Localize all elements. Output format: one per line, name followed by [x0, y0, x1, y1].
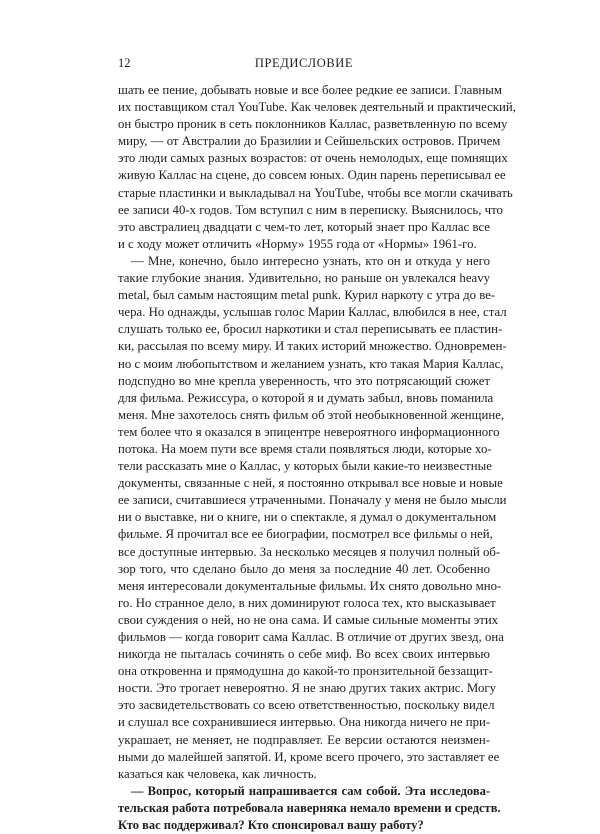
question-line: — Вопрос, который напрашивается сам собой. Эта исследова- — [131, 783, 490, 798]
text-line: ни о выставке, ни о книге, ни о спектакле, я думал о документальном — [118, 510, 497, 525]
text-line: тем более что я оказался в эпицентре невероятного информационного — [118, 424, 500, 439]
text-line: и с ходу может отличить «Норму» 1955 года от «Нормы» 1961-го. — [118, 236, 477, 251]
text-line: ными до малейшей запятой. И, кроме всего прочего, это заставляет ее — [118, 749, 500, 764]
text-line: го. Но странное дело, в них доминируют голоса тех, кто высказывает — [118, 595, 496, 610]
text-line: шать ее пение, добывать новые и все более редкие ее записи. Главным — [118, 83, 502, 97]
text-line: фильмов — когда говорит сама Каллас. В отличие от других звезд, она — [118, 630, 504, 644]
text-line: зор того, что сделано было до меня за последние 40 лет. Особенно — [118, 561, 490, 576]
text-line: и слушал все сохранившиеся интервью. Она никогда ничего не при- — [118, 715, 491, 730]
text-line: такие глубокие знания. Удивительно, но раньше он увлекался heavy — [118, 271, 490, 286]
text-line: это австралиец двадцати с чем-то лет, который знает про Каллас все — [118, 219, 490, 234]
text-line: это люди самых разных возрастов: от очень немолодых, еще помнящих — [118, 151, 508, 166]
text-line: казаться как человека, как личность. — [118, 766, 317, 781]
text-line: metal, был самым настоящим metal punk. Курил наркоту с утра до ве- — [118, 288, 496, 303]
text-line: потока. На моем пути все время стали появляться люди, которые хо- — [118, 441, 492, 456]
text-line: меня. Мне захотелось снять фильм об этой необыкновенной женщине, — [118, 407, 505, 422]
text-line: она откровенна и прямодушна до какой-то пронзительной беззащит- — [118, 664, 493, 679]
question-line: тельская работа потребовала наверняка немало времени и средств. — [118, 800, 501, 815]
text-line: ее записи, считавшиеся утраченными. Поначалу у меня не было мысли — [118, 493, 507, 508]
text-line: миру, — от Австралии до Бразилии и Сейшельских островов. Причем — [118, 134, 501, 149]
text-line: для фильма. Режиссура, о которой я и думать забыл, вновь поманила — [118, 390, 494, 405]
question-line: Кто вас поддерживал? Кто спонсировал вашу работу? — [118, 818, 424, 833]
text-line: ности. Это трогает невероятно. Я не знаю других таких актрис. Могу — [118, 681, 496, 696]
book-page — [118, 56, 516, 834]
interview-question — [118, 783, 501, 834]
text-line: документы, связанные с ней, я постоянно открывал все новые и новые — [118, 476, 503, 491]
text-line: никогда не пыталась сочинять о себе миф. Во всех своих интервью — [118, 647, 490, 662]
text-line: фильме. Я прочитал все ее биографии, посмотрел все фильмы о ней, — [118, 527, 493, 542]
running-title: ПРЕДИСЛОВИЕ — [254, 56, 354, 70]
text-line: тели рассказать мне о Каллас, у которых были какие-то неизвестные — [118, 459, 492, 474]
running-head — [118, 56, 490, 72]
text-line: все доступные интервью. За несколько месяцев я получил полный об- — [118, 544, 501, 559]
text-line: слушать только ее, бросил наркотики и стал переписывать ее пластин- — [118, 322, 503, 337]
paragraph — [118, 253, 507, 783]
text-line: чера. Но однажды, услышав голос Марии Каллас, влюбился в нее, стал — [118, 305, 507, 320]
text-line: он быстро проник в сеть поклонников Каллас, разветвленную по всему — [118, 117, 508, 132]
text-line: ее записи 40-х годов. Том вступил с ним в переписку. Выяснилось, что — [118, 202, 503, 217]
text-line: но с моим любопытством и желанием узнать, кто такая Мария Каллас, — [118, 356, 504, 371]
paragraph — [118, 82, 516, 253]
text-line: украшает, не меняет, не подправляет. Ее версии остаются неизмен- — [118, 732, 490, 747]
text-line: старые пластинки и выкладывал на YouTube, чтобы все могли скачивать — [118, 185, 513, 200]
text-line: — Мне, конечно, было интересно узнать, кто он и откуда у него — [131, 253, 490, 268]
text-line: свои суждения о ней, но не она сама. И самые сильные моменты этих — [118, 612, 499, 627]
text-line: живую Каллас на сцене, до совсем юных. Один парень переписывал ее — [118, 168, 506, 183]
text-line: меня интересовали документальные фильмы. Их снято довольно мно- — [118, 578, 502, 593]
text-line: ки, рассылая по всему миру. И таких историй множество. Одновремен- — [118, 339, 507, 354]
text-line: это засвидетельствовать со всею ответственностью, поскольку видел — [118, 698, 495, 713]
body-text — [118, 82, 516, 834]
page-number: 12 — [118, 56, 131, 70]
text-line: их поставщиком стал YouTube. Как человек деятельный и практический, — [118, 100, 516, 115]
text-line: подспудно во мне крепла уверенность, что это потрясающий сюжет — [118, 373, 490, 388]
